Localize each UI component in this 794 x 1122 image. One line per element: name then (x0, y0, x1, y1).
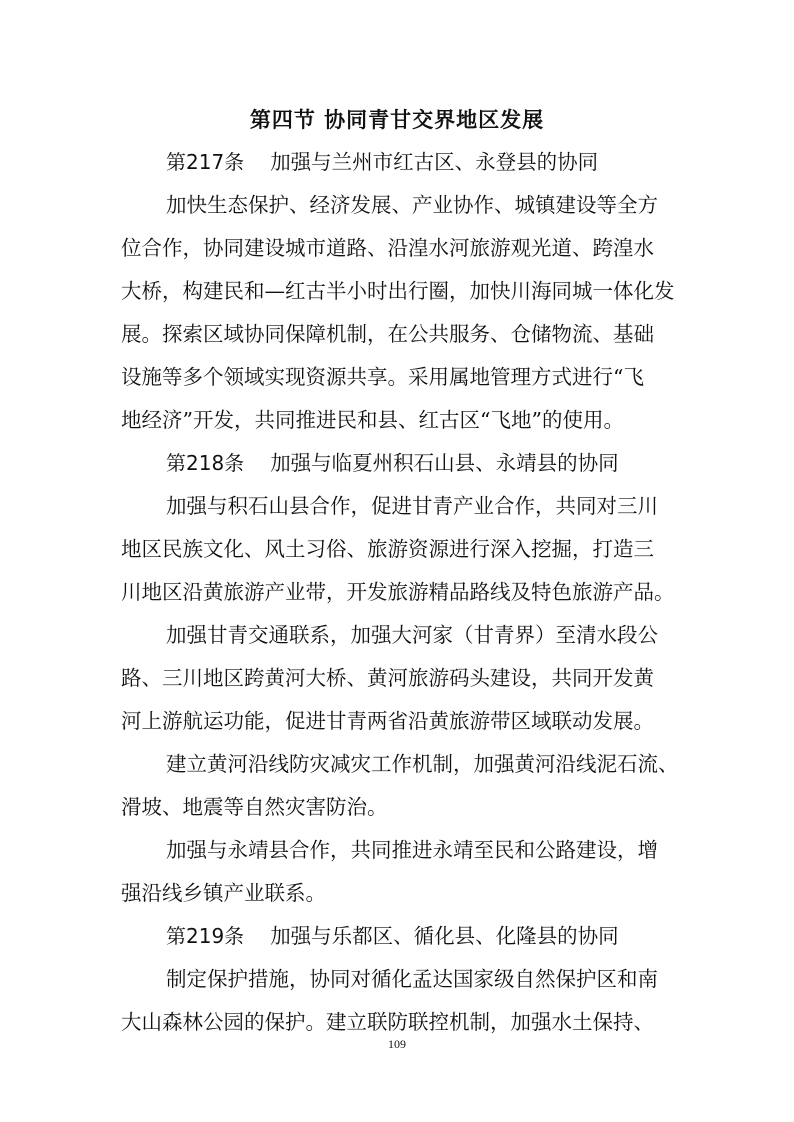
article-number: 第218条 (166, 451, 245, 475)
article-title: 加强与临夏州积石山县、永靖县的协同 (270, 451, 619, 475)
article-number: 第217条 (166, 150, 245, 174)
paragraph-line: 河上游航运功能，促进甘青两省沿黄旅游带区域联动发展。 (121, 709, 654, 733)
paragraph-line: 强沿线乡镇产业联系。 (121, 881, 326, 905)
paragraph-line: 大山森林公园的保护。建立联防联控机制，加强水土保持、 (121, 1010, 654, 1034)
paragraph-line: 加强与积石山县合作，促进甘青产业合作，共同对三川 (166, 494, 658, 518)
article-title: 加强与乐都区、循化县、化隆县的协同 (270, 924, 619, 948)
paragraph-line: 建立黄河沿线防灾减灾工作机制，加强黄河沿线泥石流、 (166, 752, 679, 776)
paragraph-line: 大桥，构建民和—红古半小时出行圈，加快川海同城一体化发 (121, 279, 675, 303)
paragraph-line: 加强甘青交通联系，加强大河家（甘青界）至清水段公 (166, 623, 658, 647)
paragraph-line: 加强与永靖县合作，共同推进永靖至民和公路建设，增 (166, 838, 658, 862)
paragraph-line: 地经济”开发，共同推进民和县、红古区“飞地”的使用。 (121, 408, 624, 432)
article-heading (166, 447, 619, 479)
article-title: 加强与兰州市红古区、永登县的协同 (270, 150, 599, 174)
article-heading (166, 146, 598, 178)
article-heading (166, 920, 619, 952)
paragraph-line: 位合作，协同建设城市道路、沿湟水河旅游观光道、跨湟水 (121, 236, 654, 260)
paragraph-line: 滑坡、地震等自然灾害防治。 (121, 795, 388, 819)
article-number: 第219条 (166, 924, 245, 948)
paragraph-line: 川地区沿黄旅游产业带，开发旅游精品路线及特色旅游产品。 (121, 580, 675, 604)
paragraph-line: 路、三川地区跨黄河大桥、黄河旅游码头建设，共同开发黄 (121, 666, 654, 690)
page-number: 109 (388, 1037, 406, 1051)
section-title: 第四节 协同青甘交界地区发展 (249, 108, 545, 132)
paragraph-line: 地区民族文化、风土习俗、旅游资源进行深入挖掘，打造三 (121, 537, 654, 561)
paragraph-line: 展。探索区域协同保障机制，在公共服务、仓储物流、基础 (121, 322, 654, 346)
paragraph-line: 加快生态保护、经济发展、产业协作、城镇建设等全方 (166, 193, 658, 217)
paragraph-line: 设施等多个领域实现资源共享。采用属地管理方式进行“飞 (121, 365, 644, 389)
paragraph-line: 制定保护措施，协同对循化孟达国家级自然保护区和南 (166, 967, 658, 991)
